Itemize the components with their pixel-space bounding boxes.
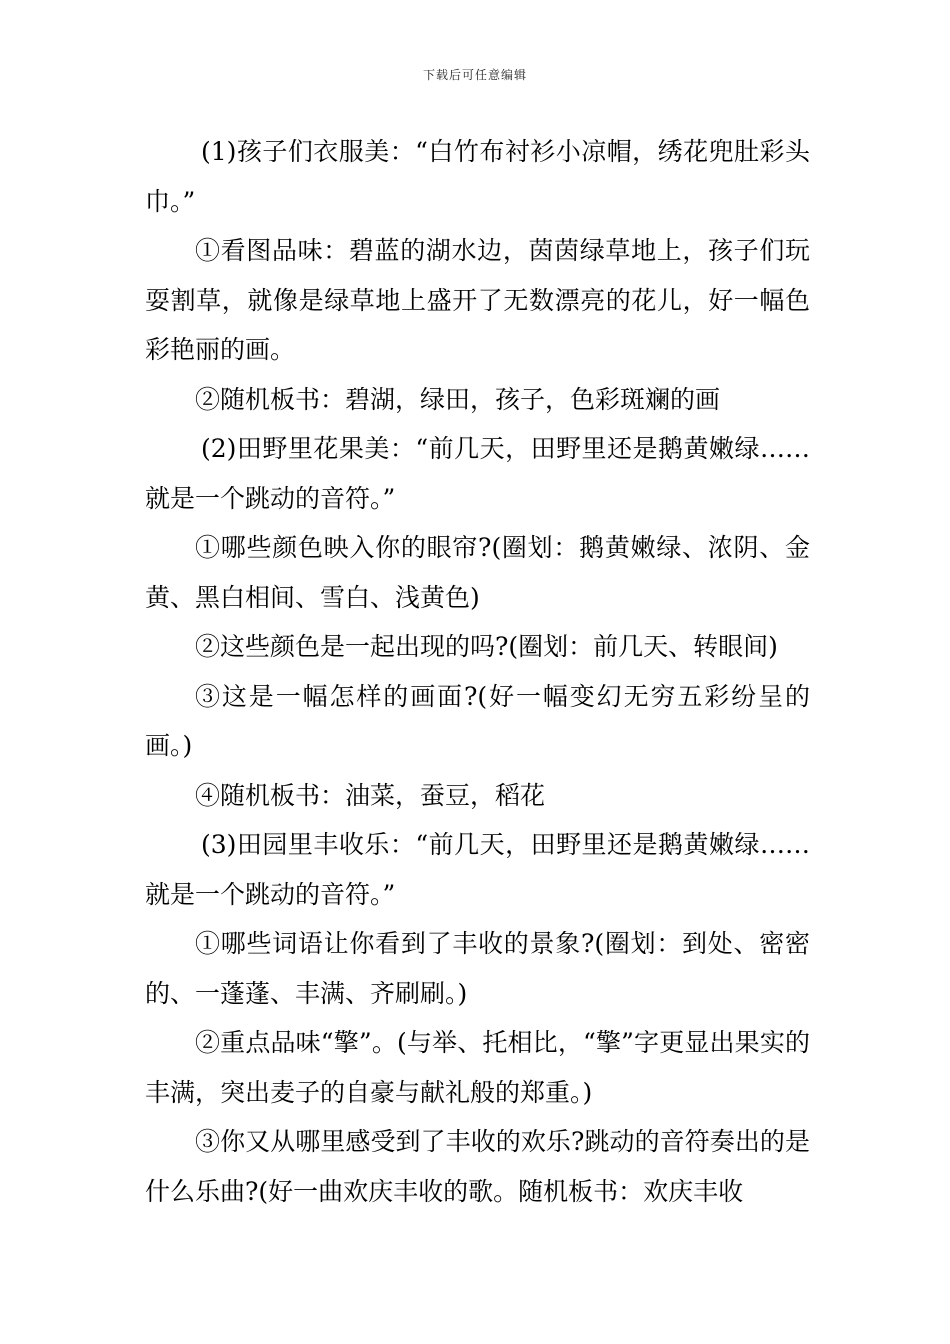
document-body <box>145 127 810 1216</box>
paragraph: ①哪些颜色映入你的眼帘?(圈划：鹅黄嫩绿、浓阴、金黄、黑白相间、雪白、浅黄色) <box>145 533 810 612</box>
paragraph: (1)孩子们衣服美：“白竹布衬衫小凉帽，绣花兜肚彩头巾。” <box>145 137 810 216</box>
page-header: 下载后可任意编辑 <box>422 68 527 82</box>
paragraph: ②这些颜色是一起出现的吗?(圈划：前几天、转眼间) <box>195 632 778 661</box>
paragraph: ③你又从哪里感受到了丰收的欢乐?跳动的音符奏出的是什么乐曲?(好一曲欢庆丰收的歌。随机板书：欢庆丰收 <box>145 1127 810 1206</box>
paragraph: (3)田园里丰收乐：“前几天，田野里还是鹅黄嫩绿……就是一个跳动的音符。” <box>145 830 810 909</box>
paragraph: ②重点品味“擎”。(与举、托相比，“擎”字更显出果实的丰满，突出麦子的自豪与献礼般的郑重。) <box>145 1028 810 1107</box>
paragraph: ③这是一幅怎样的画面?(好一幅变幻无穷五彩纷呈的画。) <box>145 681 810 760</box>
paragraph: (2)田野里花果美：“前几天，田野里还是鹅黄嫩绿……就是一个跳动的音符。” <box>145 434 810 513</box>
paragraph: ④随机板书：油菜，蚕豆，稻花 <box>195 780 546 810</box>
paragraph: ①哪些词语让你看到了丰收的景象?(圈划：到处、密密的、一蓬蓬、丰满、齐刷刷。) <box>145 929 810 1008</box>
paragraph: ②随机板书：碧湖，绿田，孩子，色彩斑斓的画 <box>195 384 721 414</box>
paragraph: ①看图品味：碧蓝的湖水边，茵茵绿草地上，孩子们玩耍割草，就像是绿草地上盛开了无数漂亮的花儿，好一幅色彩艳丽的画。 <box>145 236 810 364</box>
